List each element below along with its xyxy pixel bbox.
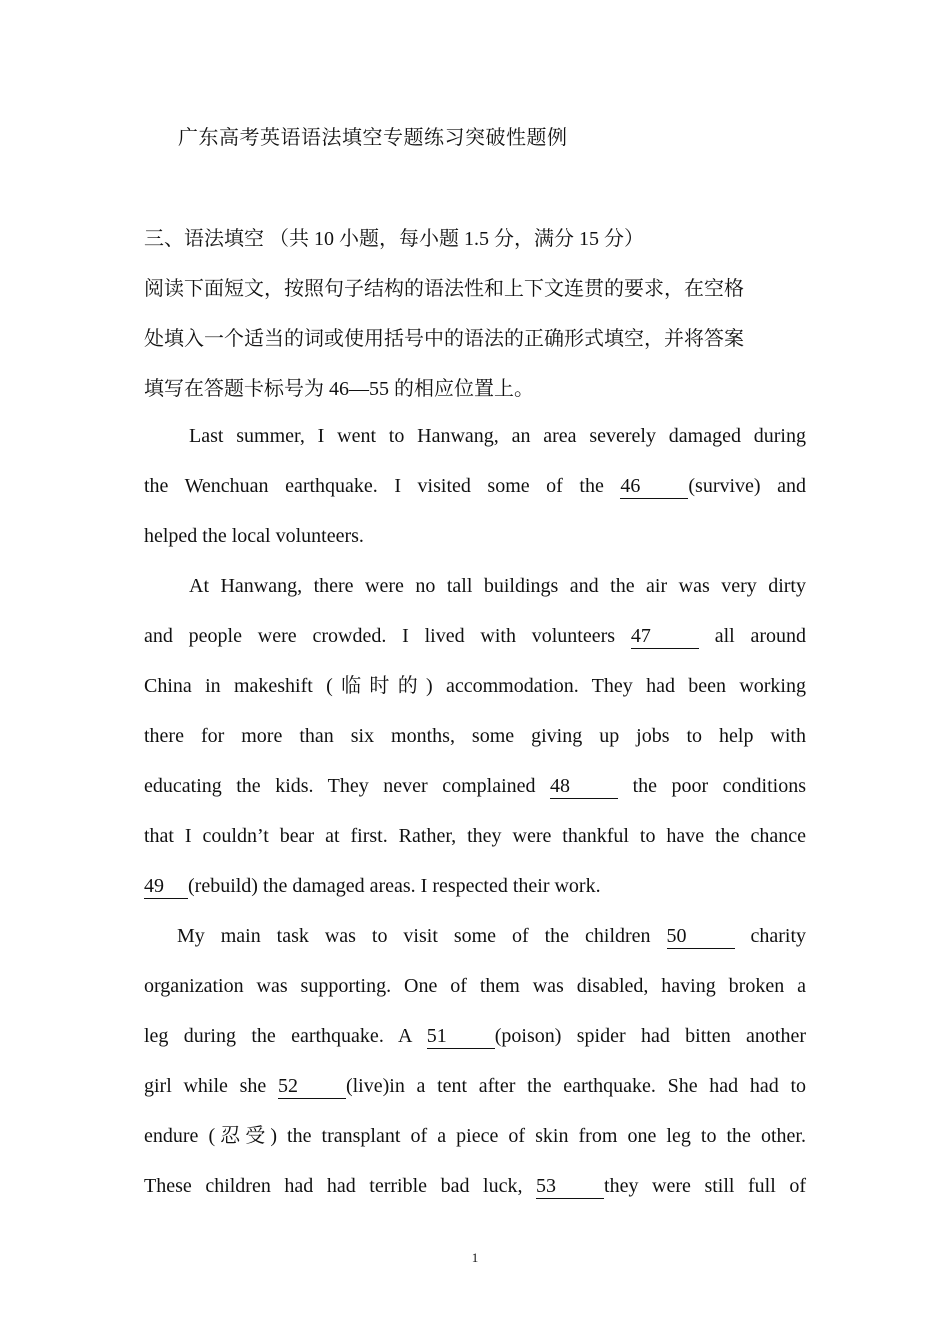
passage-line: At Hanwang, there were no tall buildings and the air was very dirty bbox=[189, 575, 806, 597]
blank-53[interactable]: 53 bbox=[536, 1174, 604, 1199]
instruction-line-2: 处填入一个适当的词或使用括号中的语法的正确形式填空，并将答案 bbox=[144, 328, 744, 350]
passage-line: Last summer, I went to Hanwang, an area severely damaged during bbox=[189, 425, 806, 447]
passage-line: organization was supporting. One of them was disabled, having broken a bbox=[144, 975, 806, 997]
passage-line: and people were crowded. I lived with volunteers 47 all around bbox=[144, 625, 807, 647]
blank-48[interactable]: 48 bbox=[550, 774, 618, 799]
blank-47[interactable]: 47 bbox=[631, 624, 699, 649]
passage-line: leg during the earthquake. A 51 (poison) spider had bitten another bbox=[144, 1025, 807, 1047]
blank-49[interactable]: 49 bbox=[144, 874, 188, 899]
blank-51[interactable]: 51 bbox=[427, 1024, 495, 1049]
instruction-line-3: 填写在答题卡标号为 46—55 的相应位置上。 bbox=[144, 378, 534, 400]
passage-line: These children had had terrible bad luck, 53 they were still full of bbox=[144, 1175, 807, 1197]
blank-50[interactable]: 50 bbox=[667, 924, 735, 949]
passage-line: there for more than six months, some giving up jobs to help with bbox=[144, 725, 806, 747]
passage-line: the Wenchuan earthquake. I visited some of the 46 (survive) and bbox=[144, 475, 806, 497]
passage-line: that I couldn’t bear at first. Rather, they were thankful to have the chance bbox=[144, 825, 806, 847]
instruction-line-1: 阅读下面短文，按照句子结构的语法性和上下文连贯的要求，在空格 bbox=[144, 278, 744, 300]
passage-line: My main task was to visit some of the children 50 charity bbox=[177, 925, 807, 947]
blank-46[interactable]: 46 bbox=[620, 474, 688, 499]
passage-line: girl while she 52 (live)in a tent after the earthquake. She had had to bbox=[144, 1075, 806, 1097]
blank-52[interactable]: 52 bbox=[278, 1074, 346, 1099]
passage-line: endure (忍受) the transplant of a piece of skin from one leg to the other. bbox=[144, 1125, 806, 1147]
section-heading: 三、语法填空 （共 10 小题，每小题 1.5 分，满分 15 分） bbox=[144, 228, 644, 250]
passage-line: China in makeshift (临时的) accommodation. They had been working bbox=[144, 675, 806, 697]
passage-line: 49 (rebuild) the damaged areas. I respected their work. bbox=[144, 875, 601, 897]
page-number: 1 bbox=[471, 1250, 479, 1265]
document-title: 广东高考英语语法填空专题练习突破性题例 bbox=[178, 127, 568, 149]
passage-line: helped the local volunteers. bbox=[144, 525, 364, 547]
passage-line: educating the kids. They never complained 48 the poor conditions bbox=[144, 775, 807, 797]
